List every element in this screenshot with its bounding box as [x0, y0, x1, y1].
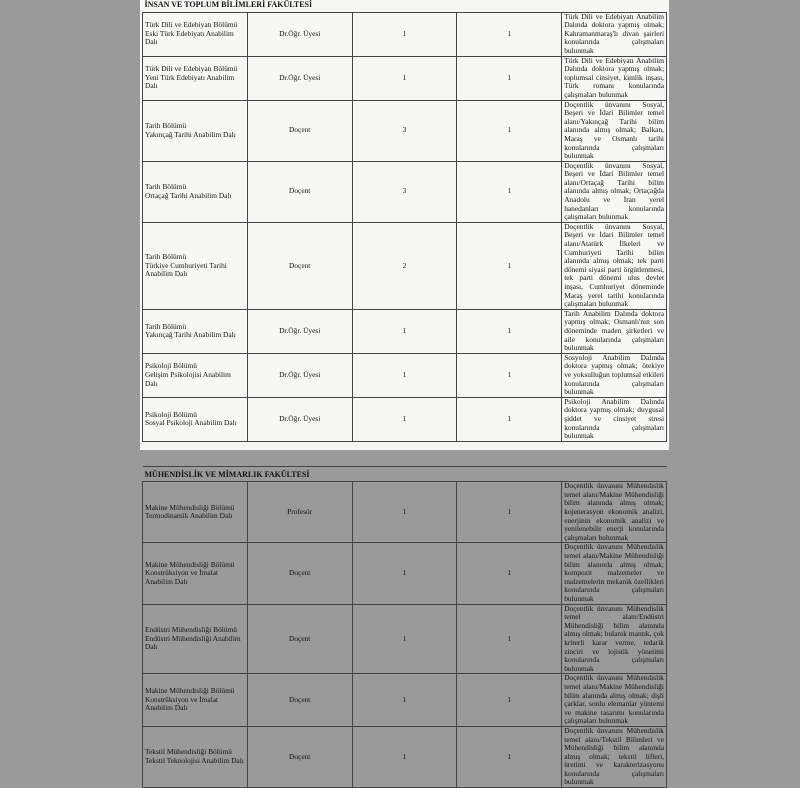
table-row	[143, 100, 667, 161]
academic-title: Doçent	[247, 726, 352, 787]
academic-title: Doçent	[247, 161, 352, 222]
department-name: Endüstri Mühendisliği Bölümü	[145, 625, 237, 635]
department-name: Makine Mühendisliği Bölümü	[145, 559, 235, 569]
department-name: Türk Dili ve Edebiyatı Bölümü	[145, 20, 238, 30]
subdepartment-name: Termodinamik Anabilim Dalı	[145, 511, 233, 521]
position-count-2: 1	[457, 100, 562, 161]
faculty-heading: İNSAN VE TOPLUM BİLİMLERİ FAKÜLTESİ	[144, 0, 313, 9]
faculty-header-row	[143, 0, 667, 12]
department-name: Makine Mühendisliği Bölümü	[145, 686, 235, 696]
table-row	[143, 161, 667, 222]
academic-title: Dr.Öğr. Üyesi	[247, 397, 352, 441]
academic-title: Doçent	[247, 543, 352, 604]
academic-title: Profesör	[247, 482, 352, 543]
positions-table-body	[143, 0, 667, 788]
table-row	[143, 543, 667, 604]
department-name: Tarih Bölümü	[145, 251, 187, 261]
table-row	[143, 12, 667, 56]
department-name: Tarih Bölümü	[145, 121, 187, 131]
requirements-text: Tarih Anabilim Dalında doktora yapmış olmak; Osmanlı'nın son döneminde maden şirketleri ve aile konularında çalışmaları bulunmak	[562, 309, 667, 353]
requirements-text: Doçentlik ünvanını Mühendislik temel alanı/Makine Mühendisliği bilim alanında almış olmak; kojenerasyon ekonomik analizi, enerjinin ekonomik analizi ve yenilenebilir enerji konularında çalışmaları bulunmak	[562, 482, 667, 543]
requirements-text: Doçentlik ünvanını Mühendislik temel alanı/Tekstil Bilimleri ve Mühendisliği bilim alanında almış olmak; tekstil lifleri, üretimi ve karakterizasyonu konularında çalışmaları bulunmak	[562, 726, 667, 787]
position-count: 1	[352, 397, 457, 441]
table-row	[143, 674, 667, 727]
table-row	[143, 353, 667, 397]
department-name: Tarih Bölümü	[145, 182, 187, 192]
requirements-text: Doçentlik ünvanını Mühendislik temel alanı/Makine Mühendisliği bilim alanında almış olmak; kompozit malzemeler ve malzemelerin mekanik özellikleri konularında çalışmaları bulunmak	[562, 543, 667, 604]
requirements-text: Doçentlik ünvanını Mühendislik temel alanı/Makine Mühendisliği bilim alanında almış olmak; dişli çarklar, sonlu elemanlar yöntemi ve makine tasarımı konularında çalışmaları bulunmak	[562, 674, 667, 727]
position-count: 1	[352, 482, 457, 543]
position-count-2: 1	[457, 604, 562, 674]
subdepartment-name: Endüstri Mühendisliği Anabilim Dalı	[145, 633, 241, 652]
unit-cell	[143, 56, 248, 100]
academic-title: Dr.Öğr. Üyesi	[247, 309, 352, 353]
positions-table	[142, 0, 667, 788]
position-count: 1	[352, 309, 457, 353]
academic-title: Doçent	[247, 674, 352, 727]
position-count: 1	[352, 604, 457, 674]
requirements-text: Türk Dili ve Edebiyatı Anabilim Dalında doktora yapmış olmak; Kahramanmaraş'lı divan şairleri konularında çalışmaları bulunmak	[562, 12, 667, 56]
position-count: 3	[352, 161, 457, 222]
unit-cell	[143, 161, 248, 222]
position-count-2: 1	[457, 482, 562, 543]
academic-title: Dr.Öğr. Üyesi	[247, 12, 352, 56]
requirements-text: Doçentlik ünvanını Mühendislik temel alanı/Endüstri Mühendisliği bilim alanında almış olmak; bulanık mantık, çok kriterli karar verme, tedarik zinciri ve lojistik yönetimi konularında çalışmaları bulunmak	[562, 604, 667, 674]
unit-cell	[143, 222, 248, 309]
unit-cell	[143, 309, 248, 353]
subdepartment-name: Konstrüksiyon ve İmalat Anabilim Dalı	[145, 694, 219, 713]
academic-title: Doçent	[247, 222, 352, 309]
table-row	[143, 726, 667, 787]
subdepartment-name: Tekstil Teknolojisi Anabilim Dalı	[145, 755, 244, 765]
position-count: 1	[352, 56, 457, 100]
requirements-text: Türk Dili ve Edebiyatı Anabilim Dalında doktora yapmış olmak; toplumsal cinsiyet, kimlik inşası, Türk romanı konularında çalışmaları bulunmak	[562, 56, 667, 100]
position-count-2: 1	[457, 543, 562, 604]
academic-title: Doçent	[247, 604, 352, 674]
position-count-2: 1	[457, 12, 562, 56]
unit-cell	[143, 543, 248, 604]
unit-cell	[143, 12, 248, 56]
position-count-2: 1	[457, 222, 562, 309]
unit-cell	[143, 674, 248, 727]
unit-cell	[143, 100, 248, 161]
table-row	[143, 482, 667, 543]
subdepartment-name: Türkiye Cumhuriyeti Tarihi Anabilim Dalı	[145, 260, 227, 279]
position-count-2: 1	[457, 726, 562, 787]
position-count-2: 1	[457, 309, 562, 353]
faculty-heading: MÜHENDİSLİK VE MİMARLIK FAKÜLTESİ	[144, 469, 310, 479]
department-name: Tarih Bölümü	[145, 321, 187, 331]
subdepartment-name: Sosyal Psikoloji Anabilim Dalı	[145, 418, 237, 428]
academic-title: Doçent	[247, 100, 352, 161]
requirements-text: Sosyoloji Anabilim Dalında doktora yapmış olmak; ötekiye ve yoksulluğun toplumsal etkileri konularında çalışmaları bulunmak	[562, 353, 667, 397]
position-count: 1	[352, 726, 457, 787]
table-row	[143, 309, 667, 353]
subdepartment-name: Yakınçağ Tarihi Anabilim Dalı	[145, 330, 236, 340]
department-name: Psikoloji Bölümü	[145, 361, 197, 371]
table-row	[143, 56, 667, 100]
academic-title: Dr.Öğr. Üyesi	[247, 56, 352, 100]
position-count-2: 1	[457, 353, 562, 397]
department-name: Tekstil Mühendisliği Bölümü	[145, 747, 232, 757]
table-row	[143, 397, 667, 441]
position-count: 1	[352, 12, 457, 56]
requirements-text: Psikoloji Anabilim Dalında doktora yapmış olmak; duygusal şiddet ve cinsiyet stresi konularında çalışmaları bulunmak	[562, 397, 667, 441]
unit-cell	[143, 353, 248, 397]
position-count: 1	[352, 353, 457, 397]
unit-cell	[143, 726, 248, 787]
table-row	[143, 222, 667, 309]
requirements-text: Doçentlik ünvanını Sosyal, Beşeri ve İdari Bilimler temel alanı/Ortaçağ Tarihi bilim alanında almış olmak; Ortaçağda Anadolu ve İran yerel hanedanları konularında çalışmaları bulunmak	[562, 161, 667, 222]
requirements-text: Doçentlik ünvanını Sosyal, Beşeri ve İdari Bilimler temel alanı/Yakınçağ Tarihi bilim alanında almış olmak; Balkan, Maraş ve Osmanlı tarihi konularında çalışmaları bulunmak	[562, 100, 667, 161]
subdepartment-name: Yakınçağ Tarihi Anabilim Dalı	[145, 129, 236, 139]
document-page	[140, 0, 669, 787]
position-count: 1	[352, 674, 457, 727]
subdepartment-name: Gelişim Psikolojisi Anabilim Dalı	[145, 369, 231, 388]
department-name: Türk Dili ve Edebiyatı Bölümü	[145, 64, 238, 74]
position-count: 1	[352, 543, 457, 604]
position-count-2: 1	[457, 56, 562, 100]
position-count-2: 1	[457, 397, 562, 441]
table-row	[143, 604, 667, 674]
unit-cell	[143, 482, 248, 543]
academic-title: Dr.Öğr. Üyesi	[247, 353, 352, 397]
position-count: 3	[352, 100, 457, 161]
department-name: Psikoloji Bölümü	[145, 409, 197, 419]
subdepartment-name: Eski Türk Edebiyatı Anabilim Dalı	[145, 28, 234, 47]
subdepartment-name: Yeni Türk Edebiyatı Anabilim Dalı	[145, 72, 235, 91]
unit-cell	[143, 604, 248, 674]
department-name: Makine Mühendisliği Bölümü	[145, 502, 235, 512]
position-count: 2	[352, 222, 457, 309]
position-count-2: 1	[457, 674, 562, 727]
unit-cell	[143, 397, 248, 441]
spacer-cell	[143, 441, 667, 466]
subdepartment-name: Ortaçağ Tarihi Anabilim Dalı	[145, 190, 232, 200]
subdepartment-name: Konstrüksiyon ve İmalat Anabilim Dalı	[145, 568, 219, 586]
section-spacer	[143, 441, 667, 466]
faculty-header-row	[143, 466, 667, 482]
position-count-2: 1	[457, 161, 562, 222]
requirements-text: Doçentlik ünvanını Sosyal, Beşeri ve İdari Bilimler temel alanı/Atatürk İlkeleri ve Cumhuriyeti Tarihi bilim alanında almış olmak; tek parti dönemi siyasi parti örgütlenmesi, tek parti dönemi ulus devlet inşası, Cumhuriyet döneminde Maraş yerel tarihi konularında çalışmaları bulunmak	[562, 222, 667, 309]
